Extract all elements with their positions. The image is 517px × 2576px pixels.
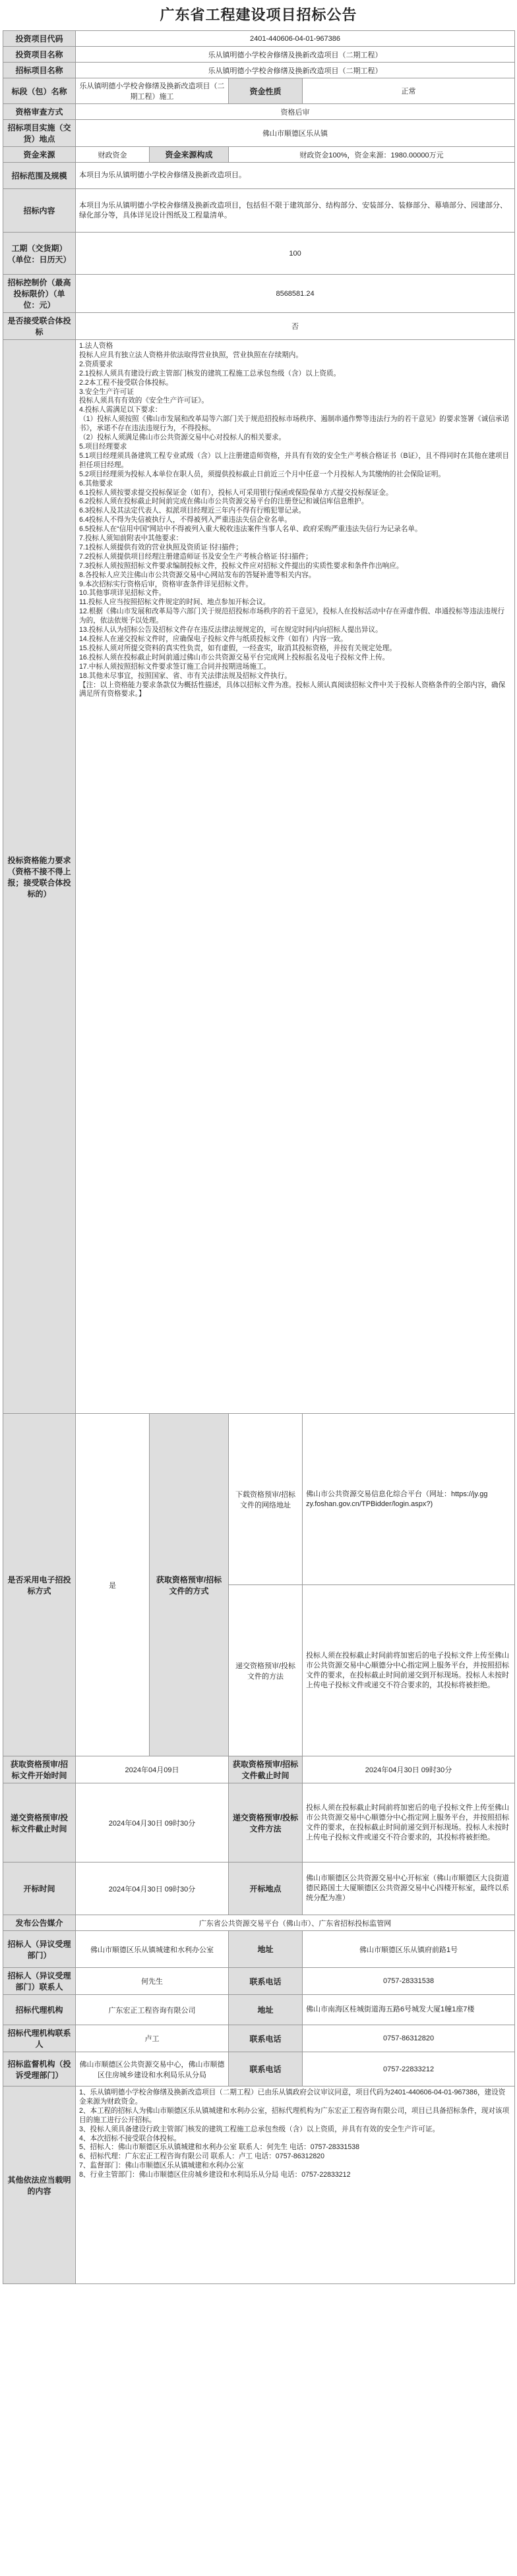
label-doc-method: 获取资格预审/招标文件的方式 [150, 1414, 229, 1756]
label-tender-scope: 招标范围及规模 [3, 163, 76, 189]
value-fund-source: 财政资金 [76, 147, 150, 163]
label-open-place: 开标地点 [229, 1862, 303, 1915]
value-other [76, 2086, 515, 2284]
label-duration: 工期（交货期）（单位：日历天） [3, 233, 76, 275]
value-duration: 100 [76, 233, 515, 275]
value-doc-end: 2024年04月30日 09时30分 [303, 1756, 515, 1783]
label-publish-media: 发布公告媒介 [3, 1915, 76, 1931]
label-qualification-method: 资格审查方式 [3, 104, 76, 120]
value-tenderer-phone: 0757-28331538 [303, 1968, 515, 1995]
value-supervisor: 佛山市顺德区公共资源交易中心，佛山市顺德区住房城乡建设和水利局乐从分局 [76, 2052, 229, 2086]
value-qualification-method: 资格后审 [76, 104, 515, 120]
label-project-name: 投资项目名称 [3, 47, 76, 63]
label-control-price: 招标控制价（最高投标限价）（单位：元） [3, 275, 76, 313]
label-supervisor: 招标监督机构（投诉受理部门） [3, 2052, 76, 2086]
label-doc-end: 获取资格预审/招标文件截止时间 [229, 1756, 303, 1783]
value-open-time: 2024年04月30日 09时30分 [76, 1862, 229, 1915]
label-tenderer-address: 地址 [229, 1931, 303, 1968]
value-publish-media: 广东省公共资源交易平台（佛山市）、广东省招标投标监管网 [76, 1915, 515, 1931]
label-e-bid: 是否采用电子招投标方式 [3, 1414, 76, 1756]
announcement-table [3, 30, 515, 2284]
label-agency-phone: 联系电话 [229, 2025, 303, 2052]
value-fund-ratio: 财政资金100%，资金来源：1980.00000万元 [229, 147, 515, 163]
value-tender-project-name: 乐从镇明德小学校舍修缮及换新改造项目（二期工程） [76, 63, 515, 78]
label-tenderer: 招标人（异议受理部门） [3, 1931, 76, 1968]
label-tender-content: 招标内容 [3, 189, 76, 233]
value-control-price: 8568581.24 [76, 275, 515, 313]
label-supervisor-phone: 联系电话 [229, 2052, 303, 2086]
value-requirements [76, 340, 515, 1414]
value-tenderer: 佛山市顺德区乐从镇城建和水利办公室 [76, 1931, 229, 1968]
label-doc-start: 获取资格预审/招标文件开始时间 [3, 1756, 76, 1783]
value-open-place: 佛山市顺德区公共资源交易中心开标室（佛山市顺德区大良街道德民路国土大厦顺德区公共资源交易中心四楼开标室，最终以系统分配为准） [303, 1862, 515, 1915]
section-label-text: 标段（包）名称 [11, 86, 67, 96]
label-submit-deadline: 递交资格预审/投标文件截止时间 [3, 1783, 76, 1862]
value-agency-address: 佛山市南海区桂城街道海五路6号城发大厦1幢1座7楼 [303, 1995, 515, 2025]
value-consortium: 否 [76, 313, 515, 340]
label-tenderer-phone: 联系电话 [229, 1968, 303, 1995]
value-submit-method: 投标人须在投标截止时间前将加密后的电子投标文件上传至佛山市公共资源交易中心顺德分中心指定网上服务平台，并按照招标文件的要求，在投标截止时间前递交到开标现场。投标人未按时上传电子投标文件或递交不符合要求的，其投标将被拒绝。 [303, 1783, 515, 1862]
label-fund-type: 资金性质 [229, 78, 303, 104]
value-location: 佛山市顺德区乐从镇 [76, 120, 515, 147]
value-fund-type: 正常 [303, 78, 515, 104]
value-tender-content: 本项目为乐从镇明德小学校舍修缮及换新改造项目，包括但不限于建筑部分、结构部分、安装部分、装修部分、幕墙部分、园建部分、绿化部分等，具体详见设计图纸及工程量清单。 [76, 189, 515, 233]
value-e-bid: 是 [76, 1414, 150, 1756]
label-doc-url: 下载资格预审/招标文件的网络地址 [229, 1414, 303, 1585]
page-title: 广东省工程建设项目招标公告 [160, 7, 357, 23]
value-agency-contact: 卢工 [76, 2025, 229, 2052]
value-doc-url[interactable]: 佛山市公共资源交易信息化综合平台（网址：https://jy.gg zy.foshan.gov.cn/TPBidder/login.aspx?) [303, 1414, 515, 1585]
label-section-name [3, 78, 76, 104]
label-submit-method-sub: 递交资格预审/投标文件的方法 [229, 1585, 303, 1756]
value-project-code: 2401-440606-04-01-967386 [76, 31, 515, 47]
label-fund-ratio: 资金来源构成 [150, 147, 229, 163]
label-fund-source: 资金来源 [3, 147, 76, 163]
label-tenderer-contact: 招标人（异议受理部门）联系人 [3, 1968, 76, 1995]
value-doc-start: 2024年04月09日 [76, 1756, 229, 1783]
value-supervisor-phone: 0757-22833212 [303, 2052, 515, 2086]
value-project-name: 乐从镇明德小学校舍修缮及换新改造项目（二期工程） [76, 47, 515, 63]
value-submit-method-sub: 投标人须在投标截止时间前将加密后的电子投标文件上传至佛山市公共资源交易中心顺德分中心指定网上服务平台，并按照招标文件的要求，在投标截止时间前递交到开标现场。投标人未按时上传电子投标文件或递交不符合要求的，其投标将被拒绝。 [303, 1585, 515, 1756]
label-agency: 招标代理机构 [3, 1995, 76, 2025]
label-other: 其他依法应当载明的内容 [3, 2086, 76, 2284]
value-tenderer-contact: 何先生 [76, 1968, 229, 1995]
label-submit-method: 递交资格预审/投标文件方法 [229, 1783, 303, 1862]
label-tender-project-name: 招标项目名称 [3, 63, 76, 78]
label-project-code: 投资项目代码 [3, 31, 76, 47]
value-submit-deadline: 2024年04月30日 09时30分 [76, 1783, 229, 1862]
value-agency: 广东宏正工程咨询有限公司 [76, 1995, 229, 2025]
value-tenderer-address: 佛山市顺德区乐从镇府前路1号 [303, 1931, 515, 1968]
other-text: 1、乐从镇明德小学校舍修缮及换新改造项目（二期工程）已由乐从镇政府会议审议同意，项目代码为2401-440606-04-01-967386，建设资金来源为财政资金。 2、本工程的招标人为佛山市顺德区乐从镇城建和水利办公室，招标代理机构为广东宏正工程咨询有限公司，项目已具备招标条件，现对该项目的施工进行公开招标。 3、投标人须具备建设行政主管部门核发的建筑工程施工总承包叁级（含）以上资质，并具有有效的安全生产许可证。 4、本次招标不接受联合体投标。 5、招标人：佛山市顺德区乐从镇城建和水利办公室 联系人：何先生 电话：0757-28331538 6、招标代理：广东宏正工程咨询有限公司 联系人：卢工 电话：0757-86312820 7、监督部门：佛山市顺德区乐从镇城建和水利办公室 8、行业主管部门：佛山市顺德区住房城乡建设和水利局乐从分局 电话：0757-22833212 [79, 2088, 510, 2179]
label-location: 招标项目实施（交货）地点 [3, 120, 76, 147]
label-open-time: 开标时间 [3, 1862, 76, 1915]
requirements-text: 1.法人资格 投标人应具有独立法人资格并依法取得营业执照，营业执照在存续期内。 2.资质要求 2.1投标人须具有建设行政主管部门核发的建筑工程施工总承包叁级（含）以上资质。 2.2本工程不接受联合体投标。 3.安全生产许可证 投标人须具有有效的《安全生产许可证》。 4.投标人需满足以下要求： （1）投标人须按照《佛山市发展和改革局等六部门关于规范招投标市场秩序、遏制串通作弊等违法行为的若干意见》的要求签署《诚信承诺书》，承诺不存在违法违规行为，不得投标。 （2）投标人须满足佛山市公共资源交易中心对投标人的相关要求。 5.项目经理要求 5.1项目经理须具备建筑工程专业贰级（含）以上注册建造师资格，并具有有效的安全生产考核合格证书（B证），且不得同时在其他在建项目担任项目经理。 5.2项目经理须为投标人本单位在职人员，须提供投标截止日前近三个月中任意一个月投标人为其缴纳的社会保险证明。 6.其他要求 6.1投标人须按要求提交投标保证金（如有），投标人可采用银行保函或保险保单方式提交投标保证金。 6.2投标人须在投标截止时间前完成在佛山市公共资源交易平台的注册登记和诚信库信息维护。 6.3投标人及其法定代表人、拟派项目经理近三年内不得有行贿犯罪记录。 6.4投标人不得为失信被执行人，不得被列入严重违法失信企业名单。 6.5投标人在“信用中国”网站中不得被列入重大税收违法案件当事人名单、政府采购严重违法失信行为记录名单。 7.投标人须知前附表中其他要求： 7.1投标人须提供有效的营业执照及资质证书扫描件； 7.2投标人须提供项目经理注册建造师证书及安全生产考核合格证书扫描件； 7.3投标人须按照招标文件要求编制投标文件，投标文件应对招标文件提出的实质性要求和条件作出响应。 8.各投标人应关注佛山市公共资源交易中心网站发布的答疑补遗等相关内容。 9.本次招标实行资格后审，资格审查条件详见招标文件。 10.其他事项详见招标文件。 11.投标人应当按照招标文件规定的时间、地点参加开标会议。 12.根据《佛山市发展和改革局等六部门关于规范招投标市场秩序的若干意见》，投标人在投标活动中存在弄虚作假、串通投标等违法违规行为的，依法依规予以处理。 13.投标人认为招标公告及招标文件存在违反法律法规规定的，可在规定时间内向招标人提出异议。 14.投标人在递交投标文件时，应确保电子投标文件与纸质投标文件（如有）内容一致。 15.投标人须对所提交资料的真实性负责，如有虚假，一经查实，取消其投标资格，并按有关规定处理。 16.投标人须在投标截止时间前通过佛山市公共资源交易平台完成网上投标报名及电子投标文件上传。 17.中标人须按照招标文件要求签订施工合同并按期进场施工。 18.其他未尽事宜，按照国家、省、市有关法律法规及招标文件执行。 【注：以上资格能力要求条款仅为概括性描述，具体以招标文件为准。投标人须认真阅读招标文件中关于投标人资格条件的全部内容，确保满足所有资格要求。】 [79, 342, 510, 698]
value-section-name: 乐从镇明德小学校舍修缮及换新改造项目（二期工程）施工 [76, 78, 229, 104]
label-consortium: 是否接受联合体投标 [3, 313, 76, 340]
label-agency-address: 地址 [229, 1995, 303, 2025]
label-agency-contact: 招标代理机构联系人 [3, 2025, 76, 2052]
label-requirements: 投标资格能力要求（资格不接不得上报；接受联合体投标的） [3, 340, 76, 1414]
value-agency-phone: 0757-86312820 [303, 2025, 515, 2052]
value-tender-scope: 本项目为乐从镇明德小学校舍修缮及换新改造项目。 [76, 163, 515, 189]
